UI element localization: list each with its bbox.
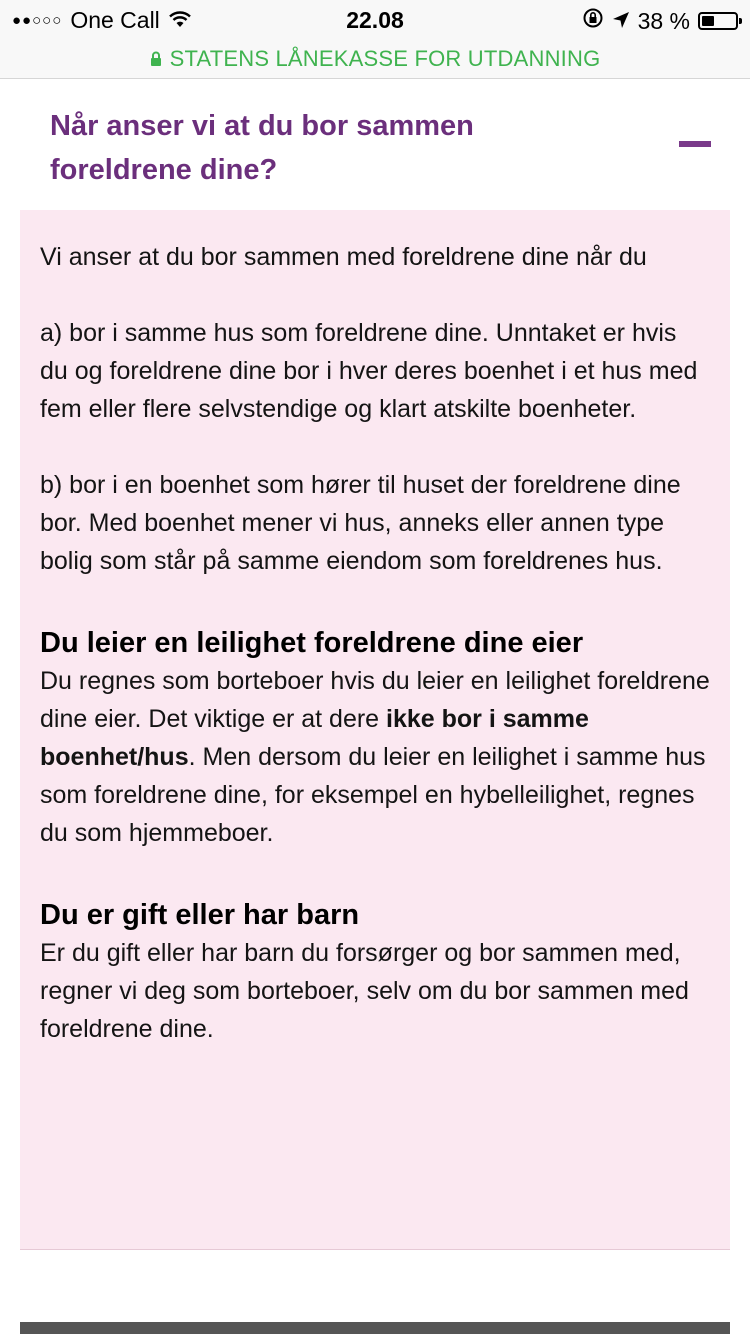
- section-text-rent: [40, 662, 710, 852]
- accordion-header[interactable]: [20, 80, 730, 210]
- rotation-lock-icon: [582, 7, 604, 35]
- battery-cap: [739, 18, 742, 24]
- intro-text: Vi anser at du bor sammen med foreldrene dine når du: [40, 243, 647, 271]
- url-bar[interactable]: [0, 40, 750, 79]
- section-text-rent-part1: Du regnes som borteboer hvis du leier en leilighet foreldrene dine eier. Det viktige er at dere: [40, 667, 710, 733]
- status-bar: [0, 0, 750, 40]
- section-text-rent-part2: . Men dersom du leier en leilighet i samme hus som foreldrene dine, for eksempel en hybelleilighet, regnes du som hjemmeboer.: [40, 743, 706, 847]
- section-heading-married: Du er gift eller har barn: [40, 899, 360, 931]
- battery-icon: [698, 12, 738, 30]
- status-right: [582, 7, 738, 35]
- carrier-name: One Call: [70, 7, 160, 33]
- footer-bar: [20, 1322, 730, 1334]
- signal-strength-icon: ●●○○○: [12, 12, 63, 29]
- location-arrow-icon: [612, 8, 630, 35]
- site-name: STATENS LÅNEKASSE FOR UTDANNING: [169, 46, 601, 71]
- section-heading-rent: Du leier en leilighet foreldrene dine eier: [40, 627, 584, 659]
- section-text-rent-bold: ikke bor i samme boenhet/hus: [40, 705, 589, 771]
- battery-fill: [702, 16, 714, 26]
- collapse-button[interactable]: [670, 132, 714, 156]
- minus-icon: [679, 141, 711, 147]
- item-b-text: b) bor i en boenhet som hører til huset der foreldrene dine bor. Med boenhet mener vi hus, anneks eller annen type bolig som står på samme eiendom som foreldrenes hus.: [40, 471, 681, 575]
- accordion-panel: [20, 210, 730, 1250]
- accordion-title: Når anser vi at du bor sammen foreldrene dine?: [50, 110, 474, 186]
- section-text-married: Er du gift eller har barn du forsørger og bor sammen med, regner vi deg som borteboer, selv om du bor sammen med foreldrene dine.: [40, 939, 689, 1043]
- lock-icon: [150, 46, 162, 72]
- item-a-text: a) bor i samme hus som foreldrene dine. Unntaket er hvis du og foreldrene dine bor i hver deres boenhet i et hus med fem eller flere selvstendige og klart atskilte boenheter.: [40, 319, 698, 423]
- battery-percent: 38 %: [637, 7, 690, 34]
- status-time: 22.08: [346, 7, 404, 33]
